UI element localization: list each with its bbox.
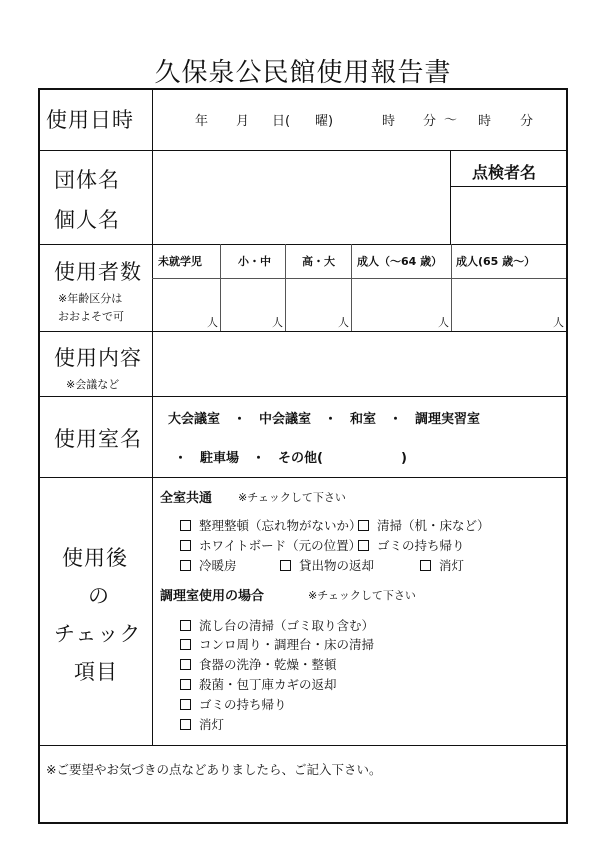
count-unit: 人 (438, 316, 449, 329)
count-field-adult-65plus[interactable] (453, 280, 564, 328)
kitchen-item-sterilize[interactable]: 殺菌・包丁庫カギの返却 (180, 675, 337, 693)
checkbox[interactable] (358, 520, 369, 531)
usage-content-field[interactable] (154, 334, 564, 394)
inspector-field[interactable] (452, 188, 564, 242)
count-unit: 人 (553, 316, 564, 329)
remarks-field[interactable] (42, 780, 564, 822)
checkbox[interactable] (420, 560, 431, 571)
common-note: ※チェックして下さい (238, 491, 346, 504)
checkbox[interactable] (180, 639, 191, 650)
user-count-label: 使用者数 (54, 260, 142, 284)
checkbox[interactable] (180, 699, 191, 710)
check-item-trash[interactable]: ゴミの持ち帰り (358, 536, 465, 554)
end-hour-unit: 時 (478, 114, 492, 129)
check-item-clean[interactable]: 清掃（机・床など） (358, 516, 490, 534)
check-label-line3: チェック (54, 622, 142, 646)
usage-content-label: 使用内容 (54, 346, 142, 370)
year-unit: 年 (195, 114, 209, 129)
check-label-line1: 使用後 (62, 546, 128, 570)
kitchen-item-sink[interactable]: 流し台の清掃（ゴミ取り含む） (180, 616, 374, 634)
count-field-high-university[interactable] (287, 280, 349, 328)
kitchen-item-dishes[interactable]: 食器の洗浄・乾燥・整頓 (180, 655, 337, 673)
check-item-tidy[interactable]: 整理整頓（忘れ物がないか） (180, 516, 362, 534)
checkbox[interactable] (180, 520, 191, 531)
group-name-label: 団体名 (54, 168, 120, 192)
category-preschool: 未就学児 (158, 255, 202, 268)
checkbox[interactable] (180, 679, 191, 690)
count-col-divider (451, 244, 452, 331)
row-divider (40, 150, 566, 151)
count-unit: 人 (272, 316, 283, 329)
count-col-divider (285, 244, 286, 331)
count-field-preschool[interactable] (154, 280, 218, 328)
checkbox[interactable] (180, 560, 191, 571)
usage-content-note: ※会議など (66, 378, 120, 391)
start-minute-unit: 分 (423, 114, 437, 129)
checkbox[interactable] (280, 560, 291, 571)
row-divider (40, 244, 566, 245)
checkbox[interactable] (180, 659, 191, 670)
count-col-divider (220, 244, 221, 331)
room-label: 使用室名 (54, 427, 142, 451)
room-options-line1: 大会議室 ・ 中会議室 ・ 和室 ・ 調理実習室 (168, 412, 481, 427)
category-high-university: 高・大 (302, 255, 335, 268)
individual-name-label: 個人名 (54, 208, 120, 232)
checkbox[interactable] (358, 540, 369, 551)
count-field-elementary-middle[interactable] (222, 280, 283, 328)
checkbox[interactable] (180, 620, 191, 631)
category-elementary-middle: 小・中 (238, 255, 271, 268)
weekday-unit: 曜) (315, 114, 334, 129)
count-col-divider (351, 244, 352, 331)
group-name-field[interactable] (154, 152, 449, 242)
kitchen-item-lights-off[interactable]: 消灯 (180, 715, 224, 733)
check-item-return-loans[interactable]: 貸出物の返却 (280, 556, 374, 574)
label-column-divider (152, 90, 153, 745)
row-divider (40, 396, 566, 397)
tilde: 〜 (444, 113, 458, 128)
form-title: 久保泉公民館使用報告書 (154, 58, 452, 88)
common-title: 全室共通 (160, 491, 213, 506)
start-hour-unit: 時 (382, 114, 396, 129)
inspector-divider (450, 150, 451, 244)
check-item-aircon[interactable]: 冷暖房 (180, 556, 237, 574)
age-note-line2: おおよそで可 (58, 310, 124, 323)
row-divider (40, 331, 566, 332)
count-field-adult-under65[interactable] (353, 280, 449, 328)
check-label-line4: 項目 (74, 660, 118, 684)
inspector-divider (450, 186, 566, 187)
kitchen-item-trash[interactable]: ゴミの持ち帰り (180, 695, 287, 713)
remarks-label: ※ご要望やお気づきの点などありましたら、ご記入下さい。 (46, 762, 382, 777)
kitchen-title: 調理室使用の場合 (160, 589, 265, 604)
date-label: 使用日時 (46, 108, 134, 132)
report-form (38, 88, 568, 824)
category-adult-under65: 成人（〜64 歳） (357, 255, 443, 268)
count-unit: 人 (207, 316, 218, 329)
kitchen-note: ※チェックして下さい (308, 589, 416, 602)
inspector-label: 点検者名 (472, 163, 537, 182)
check-label-line2: の (88, 584, 110, 608)
row-divider (40, 477, 566, 478)
age-note-line1: ※年齢区分は (58, 292, 123, 305)
check-item-whiteboard[interactable]: ホワイトボード（元の位置） (180, 536, 361, 554)
checkbox[interactable] (180, 540, 191, 551)
room-options-line2: ・ 駐車場 ・ その他( ) (174, 451, 407, 466)
day-unit: 日( (272, 114, 291, 129)
month-unit: 月 (236, 114, 250, 129)
kitchen-item-stove[interactable]: コンロ周り・調理台・床の清掃 (180, 635, 374, 653)
check-item-lights-off[interactable]: 消灯 (420, 556, 464, 574)
row-divider (40, 745, 566, 746)
end-minute-unit: 分 (520, 114, 534, 129)
count-unit: 人 (338, 316, 349, 329)
checkbox[interactable] (180, 719, 191, 730)
category-adult-65plus: 成人(65 歳〜） (456, 255, 536, 268)
count-header-divider (152, 278, 566, 279)
